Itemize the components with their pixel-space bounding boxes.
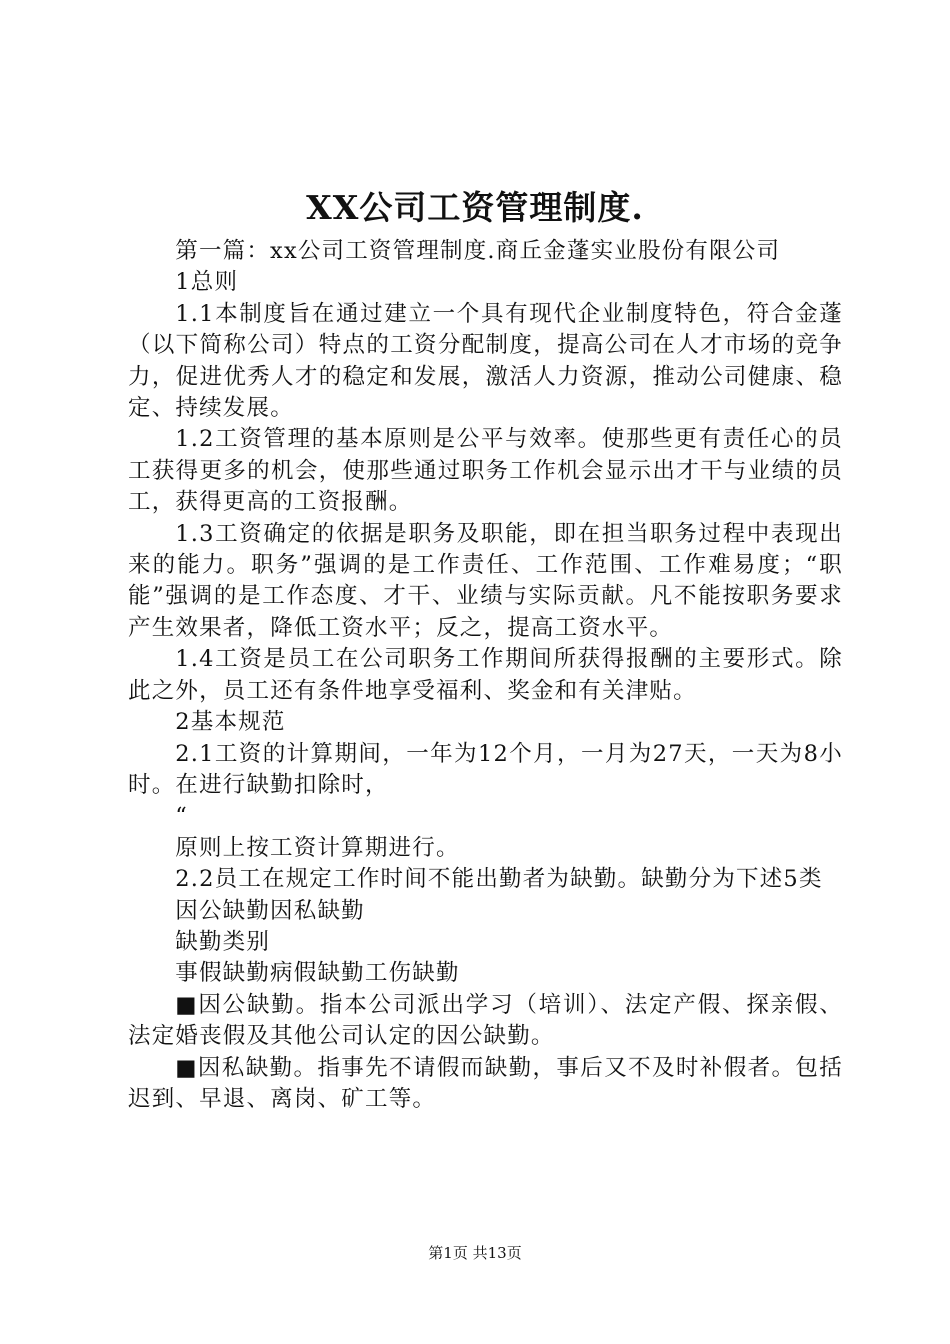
absence-types-row-2: 事假缺勤病假缺勤工伤缺勤 [175,960,460,987]
heading-general: 1总则 [175,269,239,296]
paragraph-calc-period: 原则上按工资计算期进行。 [175,834,460,861]
document-body [128,236,843,1115]
paragraph-2-1: 2.1工资的计算期间，一年为12个月，一月为27天，一天为8小时。在进行缺勤扣除时， [128,740,843,798]
paragraph-official-absence: ■因公缺勤。指本公司派出学习（培训）、法定产假、探亲假、法定婚丧假及其他公司认定的因公缺勤。 [128,991,843,1050]
absence-types-row-1: 因公缺勤因私缺勤 [175,897,365,924]
quote-mark: “ [175,803,188,830]
paragraph-private-absence: ■因私缺勤。指事先不请假而缺勤，事后又不及时补假者。包括迟到、早退、离岗、矿工等。 [128,1054,843,1112]
paragraph-1-3: 1.3工资确定的依据是职务及职能，即在担当职务过程中表现出来的能力。职务”强调的是工作责任、工作范围、工作难易度；“职能”强调的是工作态度、才干、业绩与实际贡献。凡不能按职务要求产生效果者，降低工资水平；反之，提高工资水平。 [128,520,843,641]
paragraph-2-2: 2.2员工在规定工作时间不能出勤者为缺勤。缺勤分为下述5类 [175,866,823,893]
paragraph-intro: 第一篇：xx公司工资管理制度.商丘金蓬实业股份有限公司 [175,238,781,264]
heading-basic-rules: 2基本规范 [175,709,286,736]
paragraph-1-4: 1.4工资是员工在公司职务工作期间所获得报酬的主要形式。除此之外，员工还有条件地享受福利、奖金和有关津贴。 [128,646,843,704]
document-title: XX公司工资管理制度. [306,188,644,227]
page-footer: 第1页 共13页 [428,1244,522,1262]
paragraph-1-2: 1.2工资管理的基本原则是公平与效率。使那些更有责任心的员工获得更多的机会，使那些通过职务工作机会显示出才干与业绩的员工，获得更高的工资报酬。 [128,426,843,516]
absence-category-label: 缺勤类别 [175,928,271,955]
paragraph-1-1: 1.1本制度旨在通过建立一个具有现代企业制度特色，符合金蓬（以下简称公司）特点的工资分配制度，提高公司在人才市场的竞争力，促进优秀人才的稳定和发展，激活人力资源，推动公司健康、稳定、持续发展。 [128,300,843,422]
